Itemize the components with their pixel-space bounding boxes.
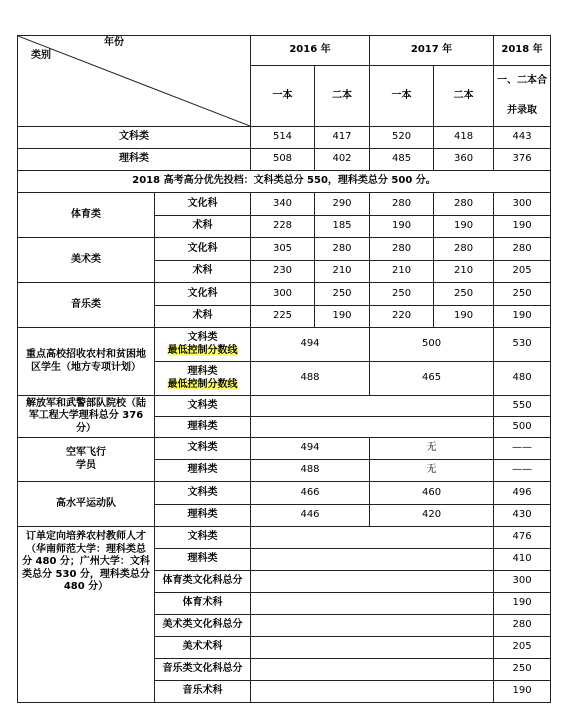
table-row [18, 193, 551, 216]
sub-header-merged-line1: 一、二本合 [494, 66, 551, 96]
table-row [18, 328, 551, 362]
table-row [18, 283, 551, 306]
cell-value: 225 [251, 306, 315, 328]
teachers-label: 订单定向培养农村教师人才（华南师范大学：理科类总分 480 分；广州大学：文科类总分 530 分，理科类总分 480 分） [18, 527, 155, 703]
sub-label: 文科类 [155, 482, 251, 505]
group-label: 美术类 [18, 238, 155, 283]
athletes-label: 高水平运动队 [18, 482, 155, 527]
cell-value: 无 [370, 460, 494, 482]
diagonal-line [18, 36, 250, 126]
cell-value: 340 [251, 193, 315, 216]
cell-value: 514 [251, 127, 315, 149]
cell-value: 466 [251, 482, 370, 505]
cell-value: 496 [494, 482, 551, 505]
cell-value: 290 [315, 193, 370, 216]
table-row [18, 149, 551, 171]
military-label: 解放军和武警部队院校（陆军工程大学理科总分 376 分） [18, 396, 155, 438]
sub-label: 音乐类文化科总分 [155, 659, 251, 681]
air-force-label [18, 438, 155, 482]
cell-value: 500 [494, 417, 551, 438]
corner-year-label: 年份 [104, 37, 124, 48]
cell-value: 465 [370, 362, 494, 396]
sub-label: 理科类 [155, 549, 251, 571]
min-control-line-highlight: 最低控制分数线 [167, 378, 238, 390]
table-row [18, 527, 551, 549]
air-force-label-line2: 学员 [76, 459, 96, 471]
empty-cell [251, 615, 494, 637]
cell-value: 494 [251, 438, 370, 460]
cell-value: 443 [494, 127, 551, 149]
sub-label: 理科类 [155, 505, 251, 527]
empty-cell [251, 417, 494, 438]
cell-value: 360 [434, 149, 494, 171]
cell-value: 250 [370, 283, 434, 306]
sub-header-yiben-2016: 一本 [251, 66, 315, 127]
sub-label: 文科类 [155, 527, 251, 549]
table-row [18, 482, 551, 505]
cell-value: 250 [494, 283, 551, 306]
sub-label: 美术术科 [155, 637, 251, 659]
cell-value: 220 [370, 306, 434, 328]
row-label: 理科类 [18, 149, 251, 171]
cell-value: 446 [251, 505, 370, 527]
sub-label: 文科类 [155, 438, 251, 460]
cell-value: 250 [434, 283, 494, 306]
priority-notice: 2018 高考高分优先投档：文科类总分 550，理科类总分 500 分。 [18, 171, 551, 193]
cell-value: 476 [494, 527, 551, 549]
cell-value: —— [494, 460, 551, 482]
air-force-label-line1: 空军飞行 [66, 447, 106, 458]
sub-label: 体育术科 [155, 593, 251, 615]
cell-value: 228 [251, 216, 315, 238]
cell-value: 418 [434, 127, 494, 149]
table-row [18, 438, 551, 460]
cell-value: 494 [251, 328, 370, 362]
empty-cell [251, 571, 494, 593]
empty-cell [251, 637, 494, 659]
cell-value: 190 [434, 216, 494, 238]
cell-value: 250 [315, 283, 370, 306]
empty-cell [251, 396, 494, 417]
sub-label: 术科 [155, 306, 251, 328]
sub-label: 文化科 [155, 238, 251, 261]
empty-cell [251, 659, 494, 681]
group-label: 体育类 [18, 193, 155, 238]
sub-label: 理科类 [155, 417, 251, 438]
cell-value: 190 [434, 306, 494, 328]
cell-value: 205 [494, 637, 551, 659]
cell-value: 250 [494, 659, 551, 681]
sub-label: 理科类 [155, 460, 251, 482]
sub-label: 美术类文化科总分 [155, 615, 251, 637]
cell-value: 280 [370, 193, 434, 216]
cell-value: 190 [370, 216, 434, 238]
sub-label [155, 362, 251, 396]
sub-header-yiben-2017: 一本 [370, 66, 434, 127]
cell-value: 280 [434, 238, 494, 261]
empty-cell [251, 527, 494, 549]
cell-value: 300 [494, 193, 551, 216]
cell-value: 508 [251, 149, 315, 171]
year-2018-header: 2018 年 [494, 36, 551, 66]
sub-label: 术科 [155, 261, 251, 283]
cell-value: 185 [315, 216, 370, 238]
sub-header-erben-2016: 二本 [315, 66, 370, 127]
cell-value: 550 [494, 396, 551, 417]
sub-label [155, 328, 251, 362]
table-row [18, 396, 551, 417]
cell-value: 280 [434, 193, 494, 216]
cell-value: 210 [434, 261, 494, 283]
year-2016-header: 2016 年 [251, 36, 370, 66]
cell-value: 280 [370, 238, 434, 261]
cell-value: 210 [315, 261, 370, 283]
cell-value: 410 [494, 549, 551, 571]
corner-header-cell [18, 36, 251, 127]
empty-cell [251, 549, 494, 571]
sub-label: 术科 [155, 216, 251, 238]
cell-value: 无 [370, 438, 494, 460]
sub-header-merged-line2: 并录取 [494, 96, 551, 127]
cell-value: 280 [494, 615, 551, 637]
cell-value: 488 [251, 362, 370, 396]
cell-value: 500 [370, 328, 494, 362]
sub-label: 文科类 [155, 396, 251, 417]
admission-score-table [17, 35, 551, 703]
sub-header-erben-2017: 二本 [434, 66, 494, 127]
cell-value: 190 [494, 216, 551, 238]
min-control-line-highlight: 最低控制分数线 [167, 344, 238, 356]
special-plan-label: 重点高校招收农村和贫困地区学生（地方专项计划） [18, 328, 155, 396]
sub-label: 音乐术科 [155, 681, 251, 703]
cell-value: 280 [494, 238, 551, 261]
corner-category-label: 类别 [31, 50, 51, 61]
cell-value: 520 [370, 127, 434, 149]
cell-value: 300 [251, 283, 315, 306]
cell-value: 210 [370, 261, 434, 283]
cell-value: 190 [494, 681, 551, 703]
cell-value: 280 [315, 238, 370, 261]
empty-cell [251, 593, 494, 615]
cell-value: 402 [315, 149, 370, 171]
group-label: 音乐类 [18, 283, 155, 328]
cell-value: 376 [494, 149, 551, 171]
cell-value: 488 [251, 460, 370, 482]
cell-value: 417 [315, 127, 370, 149]
table-row [18, 127, 551, 149]
cell-value: 205 [494, 261, 551, 283]
sub-label-line1: 文科类 [187, 332, 218, 343]
empty-cell [251, 681, 494, 703]
cell-value: 305 [251, 238, 315, 261]
cell-value: 230 [251, 261, 315, 283]
sub-label: 文化科 [155, 283, 251, 306]
year-2017-header: 2017 年 [370, 36, 494, 66]
sub-label-line1: 理科类 [187, 366, 218, 377]
sub-label: 体育类文化科总分 [155, 571, 251, 593]
cell-value: 300 [494, 571, 551, 593]
cell-value: 190 [494, 593, 551, 615]
cell-value: 485 [370, 149, 434, 171]
table-row [18, 238, 551, 261]
sub-label: 文化科 [155, 193, 251, 216]
cell-value: 460 [370, 482, 494, 505]
row-label: 文科类 [18, 127, 251, 149]
cell-value: —— [494, 438, 551, 460]
cell-value: 480 [494, 362, 551, 396]
cell-value: 530 [494, 328, 551, 362]
cell-value: 190 [315, 306, 370, 328]
cell-value: 190 [494, 306, 551, 328]
cell-value: 420 [370, 505, 494, 527]
cell-value: 430 [494, 505, 551, 527]
